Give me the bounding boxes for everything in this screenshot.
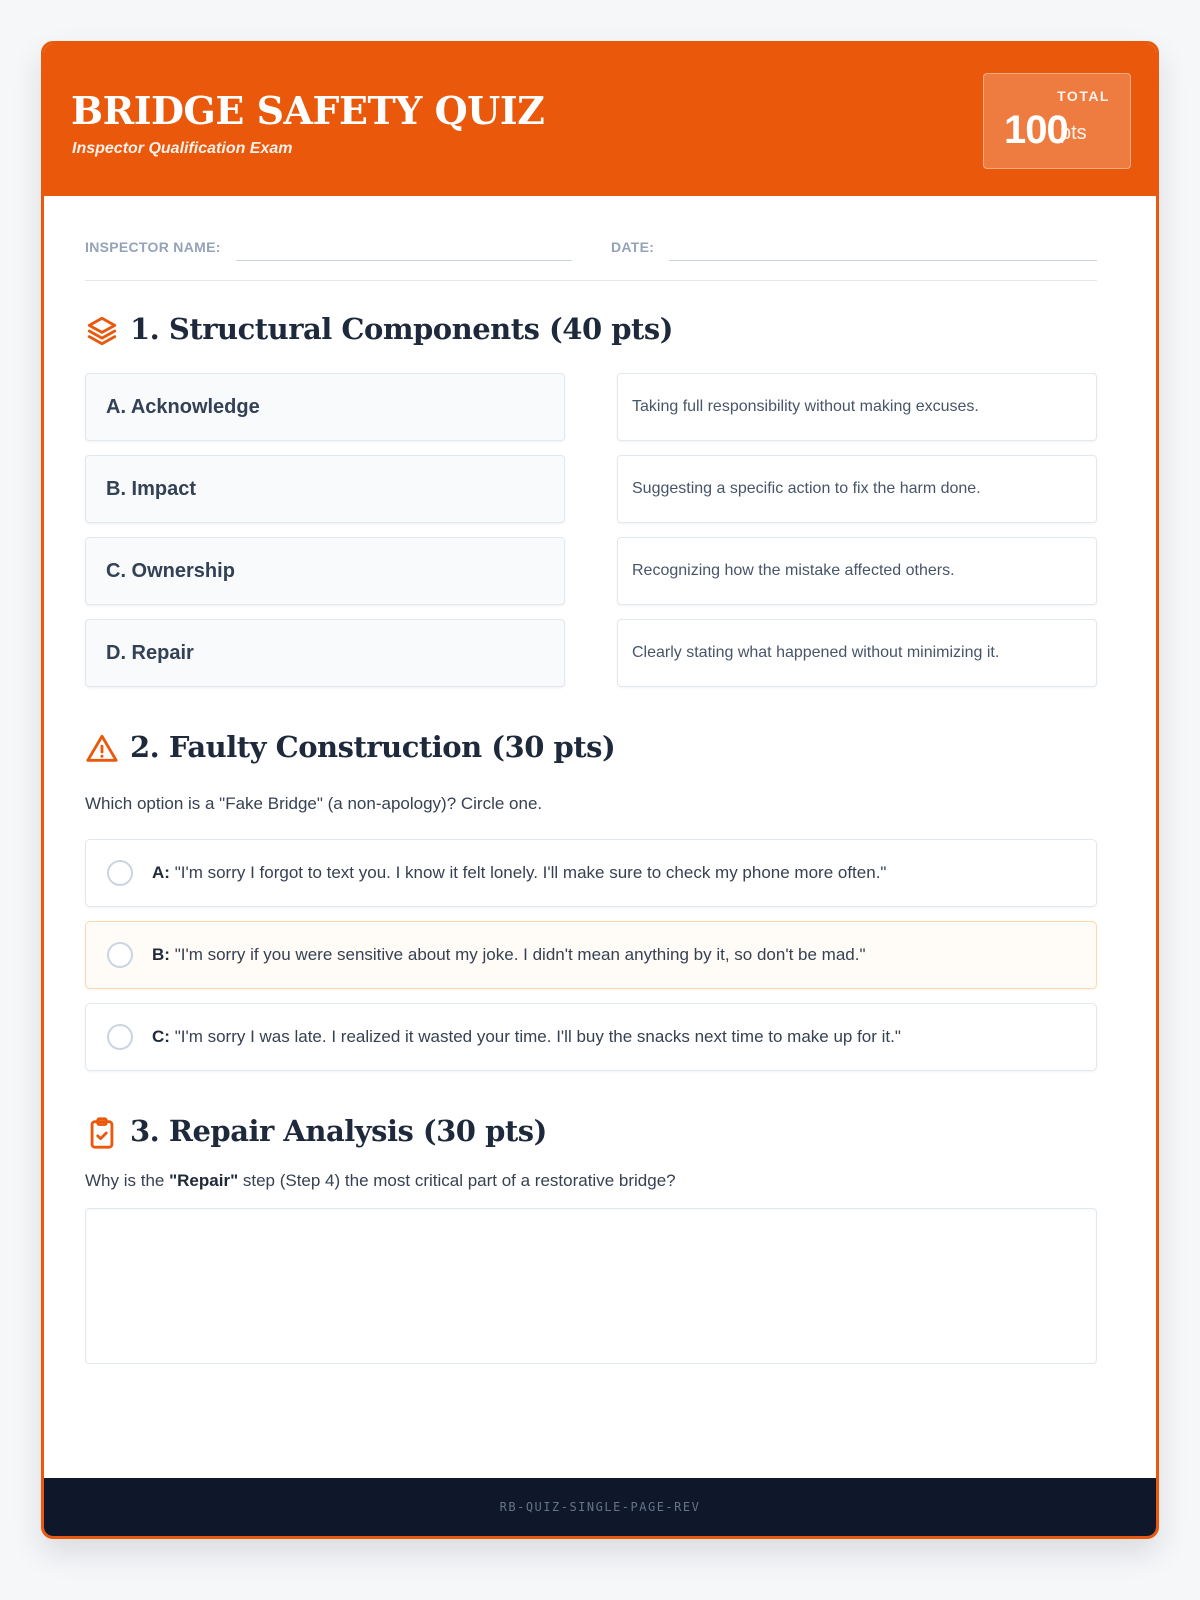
term-label: A. Acknowledge <box>106 396 260 418</box>
radio-button[interactable] <box>107 942 133 968</box>
term-card[interactable] <box>85 619 565 687</box>
option-key: B: <box>152 945 170 964</box>
question-keyword: "Repair" <box>169 1171 239 1190</box>
option-text <box>152 945 866 965</box>
question-text: Which option is a "Fake Bridge" (a non-apology)? Circle one. <box>85 794 543 813</box>
option-text <box>152 863 886 883</box>
quiz-sheet <box>41 41 1159 1539</box>
total-unit: pts <box>1060 122 1087 144</box>
definition-text: Taking full responsibility without making excuses. <box>632 398 979 415</box>
total-points-badge <box>983 73 1131 169</box>
answer-textarea[interactable] <box>85 1208 1097 1364</box>
option-key: C: <box>152 1027 170 1046</box>
definition-text: Recognizing how the mistake affected others. <box>632 562 955 579</box>
term-label: C. Ownership <box>106 560 235 582</box>
footer <box>44 1478 1156 1536</box>
clipboard-check-icon <box>85 1116 119 1150</box>
layers-icon <box>85 314 119 348</box>
divider <box>85 280 1097 281</box>
total-label: TOTAL <box>1057 88 1110 104</box>
definition-card[interactable] <box>617 537 1097 605</box>
footer-code: RB-QUIZ-SINGLE-PAGE-REV <box>499 1500 701 1514</box>
date-label: DATE: <box>611 239 655 255</box>
option-key: A: <box>152 863 170 882</box>
definition-card[interactable] <box>617 373 1097 441</box>
radio-button[interactable] <box>107 1024 133 1050</box>
answer-option-b[interactable] <box>85 921 1097 989</box>
inspector-name-field[interactable] <box>236 260 572 261</box>
question-text <box>85 1171 676 1191</box>
option-quote: "I'm sorry I was late. I realized it wasted your time. I'll buy the snacks next time to make up for it." <box>174 1027 901 1046</box>
definition-card[interactable] <box>617 619 1097 687</box>
question-pre: Why is the <box>85 1171 170 1190</box>
answer-option-c[interactable] <box>85 1003 1097 1071</box>
question-post: step (Step 4) the most critical part of a restorative bridge? <box>238 1171 676 1190</box>
answer-option-a[interactable] <box>85 839 1097 907</box>
quiz-subtitle: Inspector Qualification Exam <box>72 140 293 157</box>
warning-icon <box>85 732 119 766</box>
term-card[interactable] <box>85 455 565 523</box>
section-title: 2. Faulty Construction (30 pts) <box>130 730 616 764</box>
term-label: B. Impact <box>106 478 197 500</box>
definition-text: Suggesting a specific action to fix the harm done. <box>632 480 981 497</box>
definition-card[interactable] <box>617 455 1097 523</box>
date-field[interactable] <box>669 260 1097 261</box>
definition-text: Clearly stating what happened without minimizing it. <box>632 644 1000 661</box>
radio-button[interactable] <box>107 860 133 886</box>
section-title: 3. Repair Analysis (30 pts) <box>130 1114 547 1148</box>
term-label: D. Repair <box>106 642 194 664</box>
quiz-title: BRIDGE SAFETY QUIZ <box>71 88 545 133</box>
total-value: 100 <box>1004 108 1068 152</box>
term-card[interactable] <box>85 537 565 605</box>
option-text <box>152 1027 901 1047</box>
option-quote: "I'm sorry if you were sensitive about my joke. I didn't mean anything by it, so don't be mad." <box>174 945 866 964</box>
quiz-header <box>44 44 1156 196</box>
section-title: 1. Structural Components (40 pts) <box>130 312 673 346</box>
inspector-name-label: INSPECTOR NAME: <box>85 239 221 255</box>
option-quote: "I'm sorry I forgot to text you. I know it felt lonely. I'll make sure to check my phone more often." <box>174 863 887 882</box>
term-card[interactable] <box>85 373 565 441</box>
